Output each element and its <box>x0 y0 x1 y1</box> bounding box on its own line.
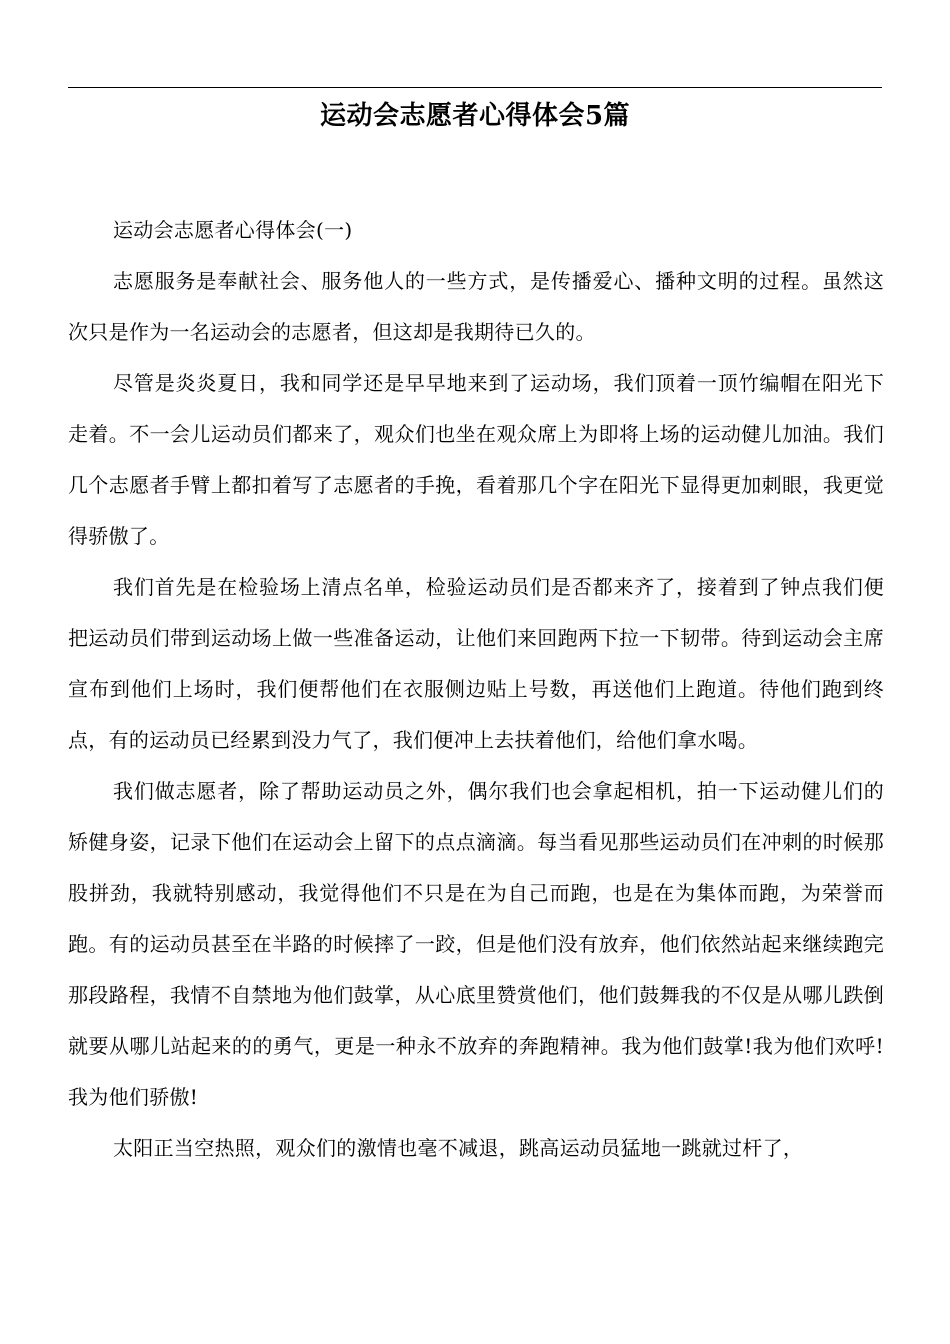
body-paragraph: 志愿服务是奉献社会、服务他人的一些方式，是传播爱心、播种文明的过程。虽然这次只是作为一名运动会的志愿者，但这却是我期待已久的。 <box>68 269 884 344</box>
section-heading: 运动会志愿者心得体会(一) <box>113 218 353 242</box>
document-title: 运动会志愿者心得体会5篇 <box>319 101 631 131</box>
body-paragraph: 我们首先是在检验场上清点名单，检验运动员们是否都来齐了，接着到了钟点我们便把运动员们带到运动场上做一些准备运动，让他们来回跑两下拉一下韧带。待到运动会主席宣布到他们上场时，我们便帮他们在衣服侧边贴上号数，再送他们上跑道。待他们跑到终点，有的运动员已经累到没力气了，我们便冲上去扶着他们，给他们拿水喝。 <box>68 575 884 752</box>
body-paragraph: 我们做志愿者，除了帮助运动员之外，偶尔我们也会拿起相机，拍一下运动健儿们的矫健身姿，记录下他们在运动会上留下的点点滴滴。每当看见那些运动员们在冲刺的时候那股拼劲，我就特别感动，我觉得他们不只是在为自己而跑，也是在为集体而跑，为荣誉而跑。有的运动员甚至在半路的时候摔了一跤，但是他们没有放弃，他们依然站起来继续跑完那段路程，我情不自禁地为他们鼓掌，从心底里赞赏他们，他们鼓舞我的不仅是从哪儿跌倒就要从哪儿站起来的的勇气，更是一种永不放弃的奔跑精神。我为他们鼓掌!我为他们欢呼!我为他们骄傲! <box>68 779 884 1109</box>
body-paragraph: 尽管是炎炎夏日，我和同学还是早早地来到了运动场，我们顶着一顶竹编帽在阳光下走着。不一会儿运动员们都来了，观众们也坐在观众席上为即将上场的运动健儿加油。我们几个志愿者手臂上都扣着写了志愿者的手挽，看着那几个字在阳光下显得更加刺眼，我更觉得骄傲了。 <box>68 371 884 548</box>
body-paragraph: 太阳正当空热照，观众们的激情也毫不减退，跳高运动员猛地一跳就过杆了， <box>113 1136 804 1160</box>
header-rule <box>68 87 882 88</box>
document-body <box>68 205 884 1174</box>
